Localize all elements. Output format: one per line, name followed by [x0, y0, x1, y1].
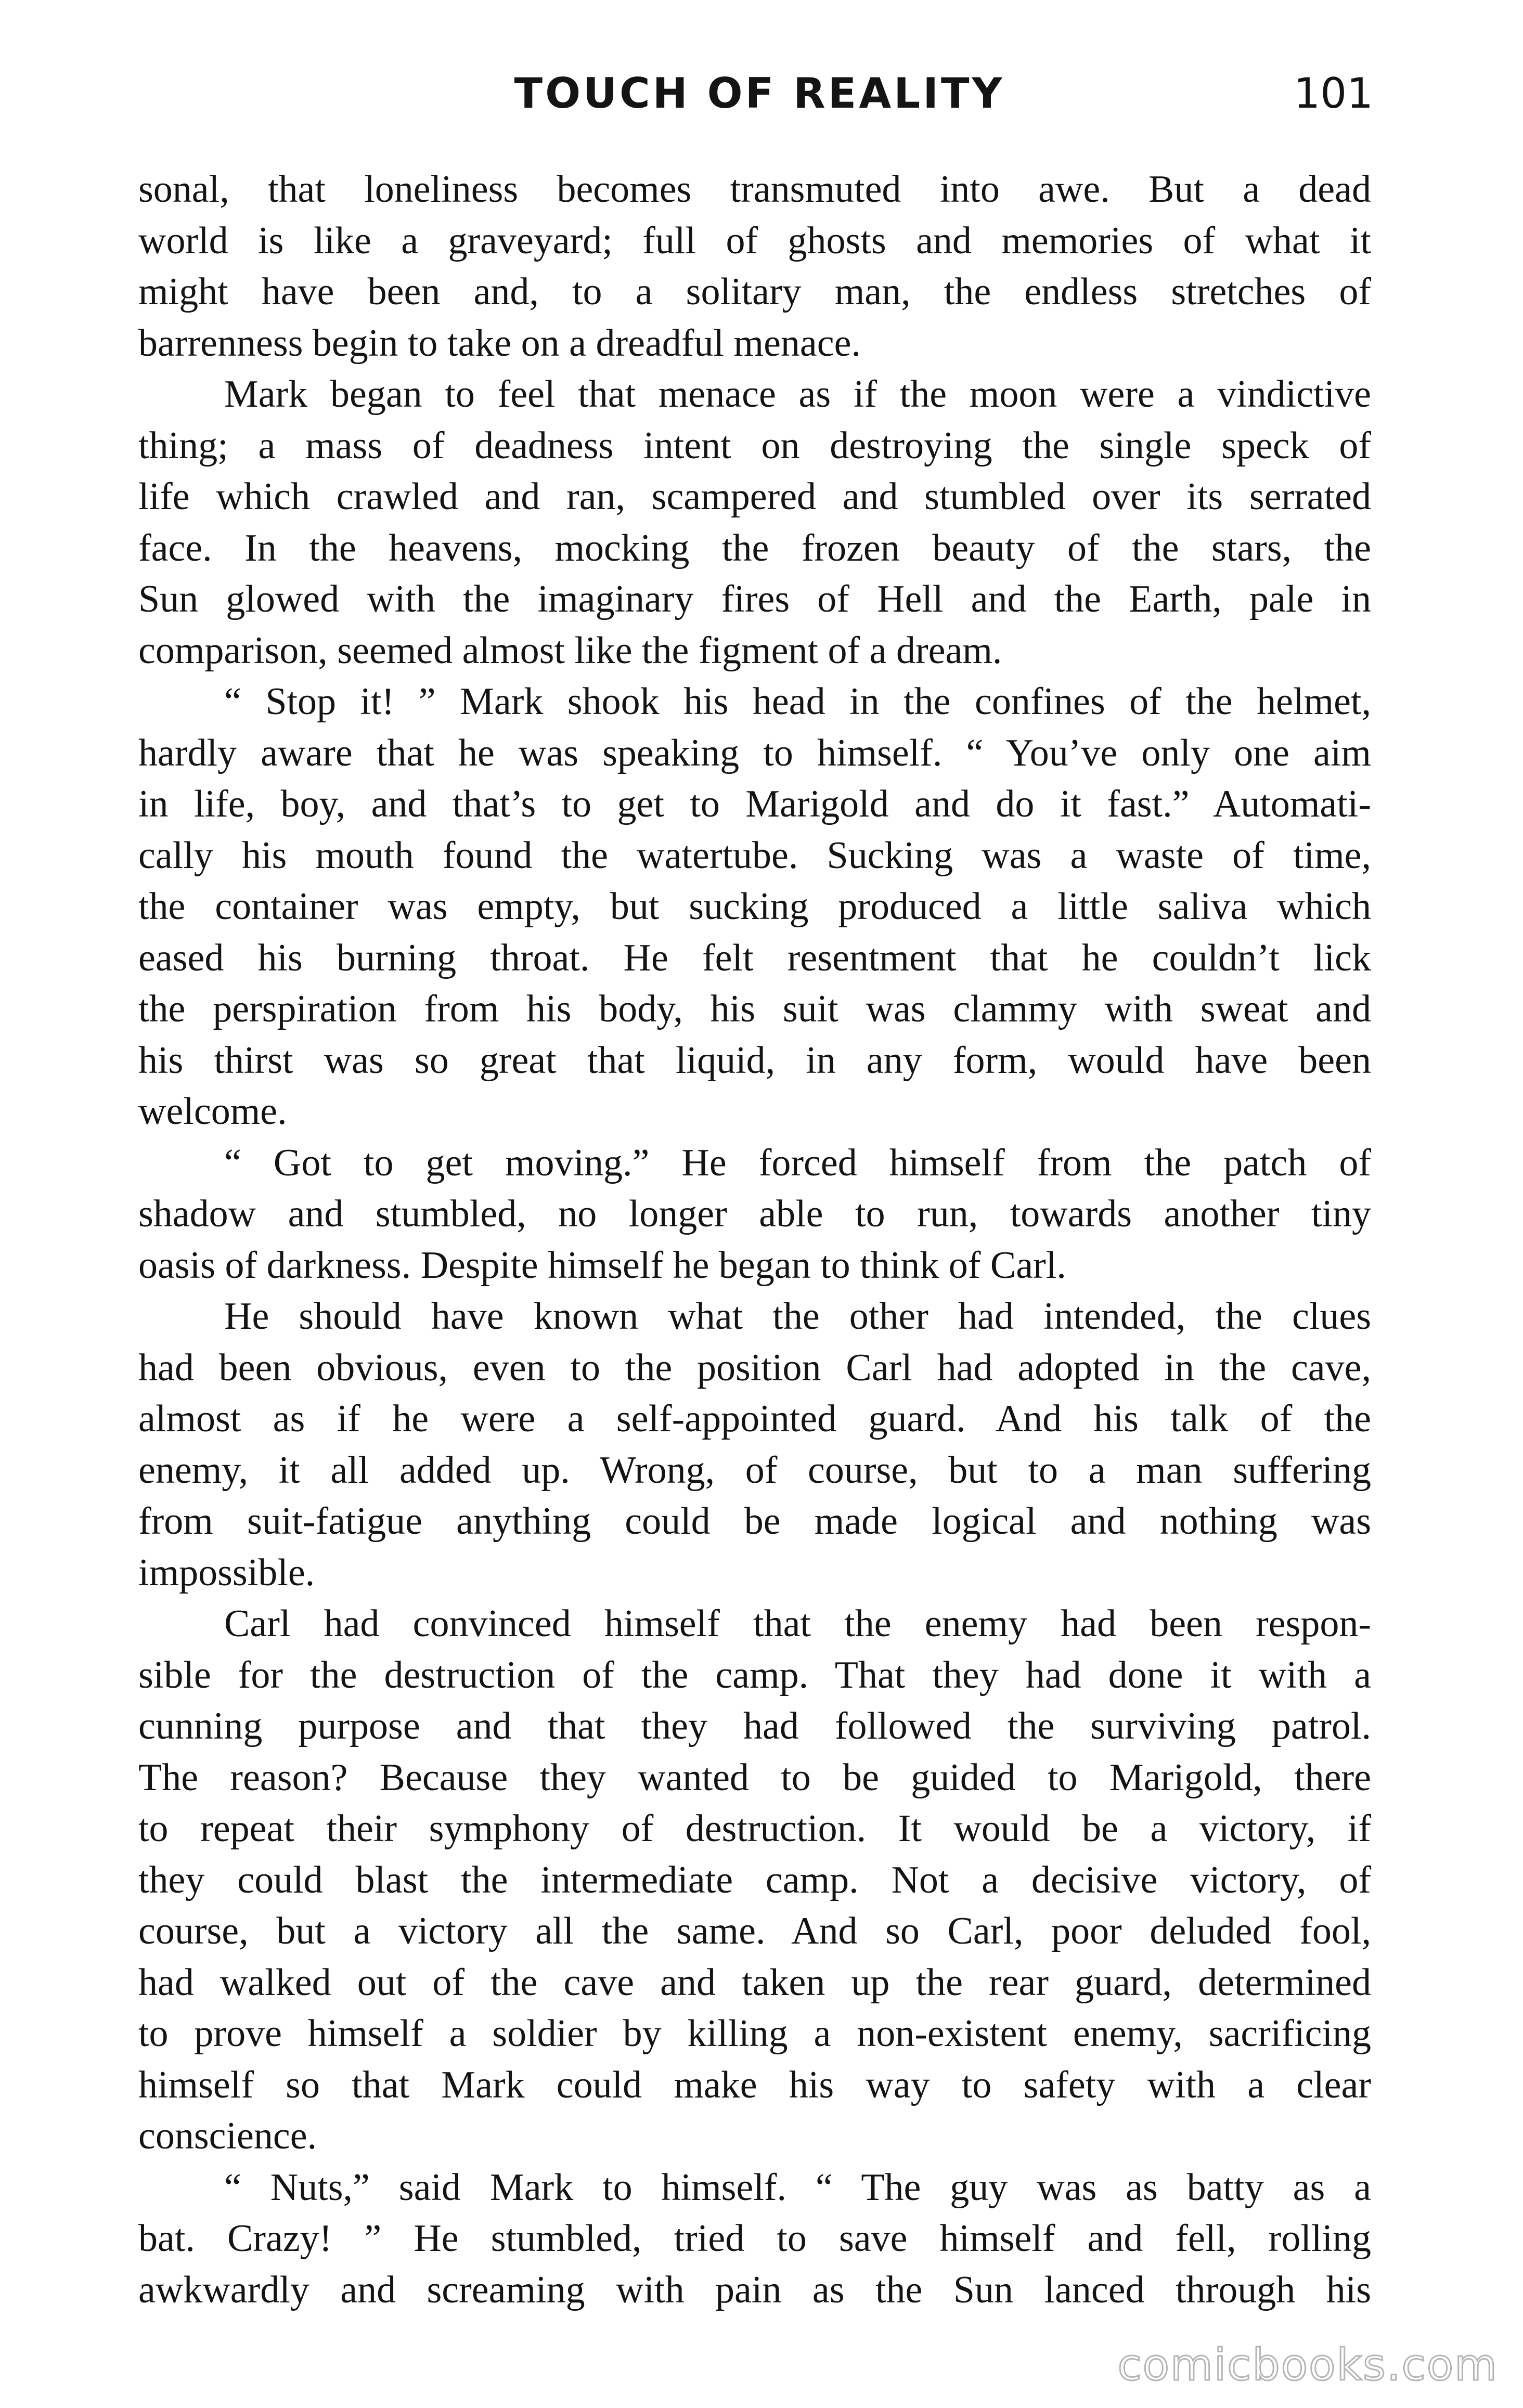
text-line: “ Nuts,” said Mark to himself. “ The guy was as batty as a: [224, 2166, 1371, 2209]
text-line: oasis of darkness. Despite himself he began to think of Carl.: [138, 1244, 1066, 1287]
watermark-text: comicbooks.com: [1117, 2339, 1498, 2390]
text-line: barrenness begin to take on a dreadful menace.: [138, 321, 861, 365]
text-line: life which crawled and ran, scampered and stumbled over its serrated: [138, 475, 1371, 518]
text-line: bat. Crazy! ” He stumbled, tried to save himself and fell, rolling: [138, 2217, 1371, 2260]
text-line: to prove himself a soldier by killing a non-existent enemy, sacrificing: [138, 2012, 1371, 2055]
text-line: hardly aware that he was speaking to himself. “ You’ve only one aim: [138, 731, 1371, 774]
text-line: shadow and stumbled, no longer able to run, towards another tiny: [138, 1193, 1371, 1235]
text-line: sible for the destruction of the camp. That they had done it with a: [138, 1653, 1371, 1697]
text-line: Mark began to feel that menace as if the moon were a vindictive: [224, 373, 1371, 416]
text-line: Sun glowed with the imaginary fires of Hell and the Earth, pale in: [138, 578, 1371, 620]
text-line: impossible.: [138, 1551, 315, 1594]
text-line: might have been and, to a solitary man, the endless stretches of: [138, 270, 1371, 313]
text-line: conscience.: [138, 2115, 317, 2157]
text-line: almost as if he were a self-appointed guard. And his talk of the: [138, 1397, 1371, 1440]
text-line: cunning purpose and that they had followed the surviving patrol.: [138, 1705, 1371, 1747]
text-line: Carl had convinced himself that the enemy had been respon-: [224, 1602, 1371, 1645]
text-line: the perspiration from his body, his suit was clammy with sweat and: [138, 988, 1371, 1030]
text-line: had walked out of the cave and taken up the rear guard, determined: [138, 1961, 1371, 2004]
text-line: “ Stop it! ” Mark shook his head in the confines of the helmet,: [224, 680, 1371, 723]
text-line: his thirst was so great that liquid, in any form, would have been: [138, 1039, 1371, 1082]
text-line: to repeat their symphony of destruction. It would be a victory, if: [138, 1807, 1371, 1850]
text-line: awkwardly and screaming with pain as the Sun lanced through his: [138, 2268, 1371, 2311]
page-number: 101: [1294, 69, 1373, 118]
text-line: face. In the heavens, mocking the frozen beauty of the stars, the: [138, 526, 1371, 569]
running-head: [0, 62, 1523, 125]
text-line: welcome.: [138, 1090, 287, 1133]
text-line: thing; a mass of deadness intent on destroying the single speck of: [138, 424, 1371, 467]
text-line: The reason? Because they wanted to be guided to Marigold, there: [138, 1756, 1371, 1799]
text-line: himself so that Mark could make his way to safety with a clear: [138, 2063, 1371, 2106]
text-line: the container was empty, but sucking produced a little saliva which: [138, 885, 1371, 928]
text-line: in life, boy, and that’s to get to Marigold and do it fast.” Automati-: [138, 783, 1371, 825]
text-line: from suit-fatigue anything could be made logical and nothing was: [138, 1500, 1371, 1543]
text-line: they could blast the intermediate camp. Not a decisive victory, of: [138, 1858, 1371, 1901]
text-line: course, but a victory all the same. And so Carl, poor deluded fool,: [138, 1910, 1371, 1952]
watermark: [1113, 2339, 1508, 2391]
text-line: world is like a graveyard; full of ghosts and memories of what it: [138, 219, 1371, 262]
text-line: comparison, seemed almost like the figment of a dream.: [138, 629, 1002, 672]
text-line: had been obvious, even to the position Carl had adopted in the cave,: [138, 1346, 1371, 1389]
body-text: [138, 164, 1371, 2315]
text-line: sonal, that loneliness becomes transmuted into awe. But a dead: [138, 168, 1371, 211]
text-line: “ Got to get moving.” He forced himself from the patch of: [224, 1141, 1371, 1184]
running-title: TOUCH OF REALITY: [514, 69, 1005, 118]
text-line: eased his burning throat. He felt resentment that he couldn’t lick: [138, 936, 1371, 979]
text-line: cally his mouth found the watertube. Sucking was a waste of time,: [138, 834, 1371, 877]
text-line: He should have known what the other had intended, the clues: [224, 1295, 1371, 1338]
text-line: enemy, it all added up. Wrong, of course, but to a man suffering: [138, 1448, 1371, 1492]
